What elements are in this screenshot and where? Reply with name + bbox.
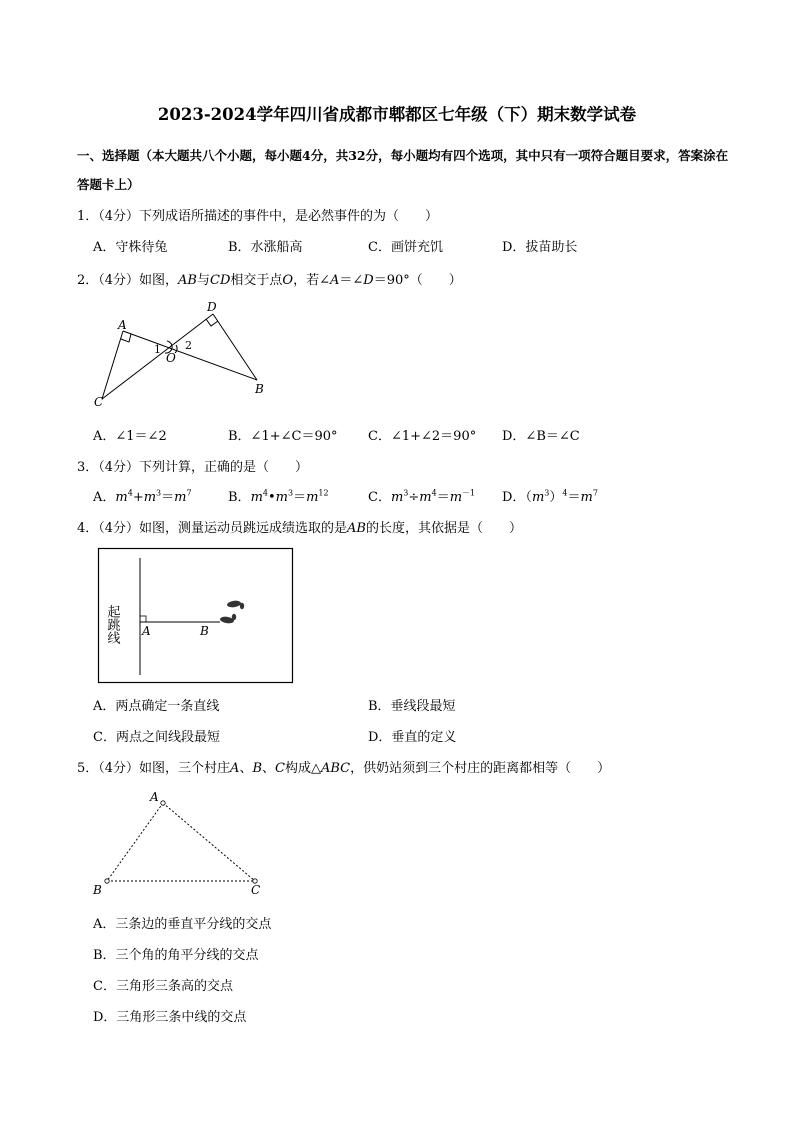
question-5-figure [88, 787, 278, 899]
question-4-option-d: D．垂直的定义 [368, 730, 457, 745]
question-4-option-c: C．两点之间线段最短 [93, 730, 220, 745]
takeoff-line-label: 起跳线 [104, 605, 120, 644]
question-5-option-a: A．三条边的垂直平分线的交点 [93, 917, 272, 932]
question-1-option-b: B．水涨船高 [228, 240, 303, 255]
point-label-b: B [93, 883, 102, 897]
question-4-figure [96, 546, 296, 686]
angle-label-1: 1 [154, 343, 161, 356]
question-1-option-c: C．画饼充饥 [368, 240, 443, 255]
point-label-b: B [200, 624, 209, 638]
point-label-a: A [118, 318, 127, 332]
question-5-stem: 5．（4分）如图，三个村庄A、B、C构成△ABC，供奶站须到三个村庄的距离都相等（ ） [77, 761, 611, 776]
footprint-icon [220, 600, 245, 624]
point-label-d: D [207, 300, 217, 314]
question-3-stem: 3．（4分）下列计算，正确的是（ ） [77, 460, 309, 475]
section-heading: 一、选择题（本大题共八个小题，每小题4分，共32分，每小题均有四个选项，其中只有一项符合题目要求，答案涂在答题卡上） [77, 148, 729, 192]
point-label-c: C [94, 395, 104, 409]
question-3-option-b: B．$m^4•m^3=m^{12}$ [228, 488, 329, 505]
point-label-a: A [142, 624, 151, 638]
question-2-option-a: A．∠1＝∠2 [93, 429, 167, 444]
question-3-option-d: D．$(m^3)^4=m^7$ [502, 488, 598, 505]
question-4-stem: 4．（4分）如图，测量运动员跳远成绩选取的是AB的长度，其依据是（ ） [77, 521, 523, 536]
question-1-option-d: D．拔苗助长 [502, 240, 578, 255]
question-1-stem: 1．（4分）下列成语所描述的事件中，是必然事件的为（ ） [77, 209, 439, 224]
point-label-o: O [166, 351, 176, 365]
question-3-option-a: A．$m^4+m^3=m^7$ [93, 488, 192, 505]
question-4-option-b: B．垂线段最短 [368, 699, 456, 714]
question-2-option-c: C．∠1+∠2＝90° [368, 429, 477, 444]
question-5-option-c: C．三角形三条高的交点 [93, 979, 233, 994]
question-4-option-a: A．两点确定一条直线 [93, 699, 220, 714]
question-2-stem: 2．（4分）如图，AB与CD相交于点O，若∠A＝∠D＝90°（ ） [77, 273, 462, 288]
question-2-option-b: B．∠1+∠C＝90° [228, 429, 338, 444]
angle-label-2: 2 [185, 339, 192, 352]
point-label-c: C [251, 883, 261, 897]
page-title: 2023-2024学年四川省成都市郫都区七年级（下）期末数学试卷 [157, 105, 637, 124]
question-1-option-a: A．守株待兔 [93, 240, 168, 255]
question-2-number: 2．（4分）如图， [77, 273, 179, 288]
point-label-b: B [255, 382, 264, 396]
point-label-a: A [150, 790, 159, 804]
question-5-option-b: B．三个角的角平分线的交点 [93, 948, 259, 963]
question-2-option-d: D．∠B＝∠C [502, 429, 580, 444]
question-3-option-c: C．$m^3\div m^4=m^{-1}$ [368, 488, 476, 505]
question-2-figure [88, 298, 278, 413]
question-5-option-d: D．三角形三条中线的交点 [93, 1010, 247, 1025]
